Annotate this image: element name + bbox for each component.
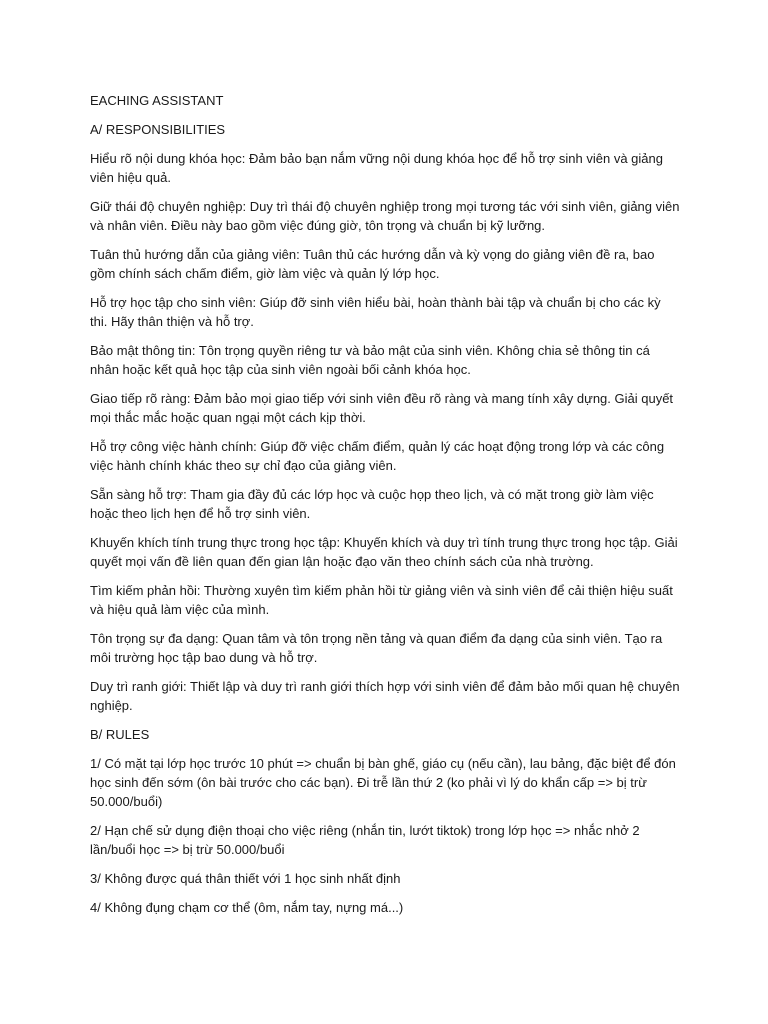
rule-paragraph: 2/ Hạn chế sử dụng điện thoại cho việc riêng (nhắn tin, lướt tiktok) trong lớp học => nhắc nhở 2 lần/buổi học => bị trừ 50.000/buổi (90, 823, 640, 857)
rule-paragraph: 4/ Không đụng chạm cơ thể (ôm, nắm tay, nựng má...) (90, 900, 404, 915)
responsibility-paragraph: Sẵn sàng hỗ trợ: Tham gia đầy đủ các lớp học và cuộc họp theo lịch, và có mặt trong giờ làm việc hoặc theo lịch hẹn để hỗ trợ sinh viên. (90, 487, 654, 521)
responsibility-paragraph: Tuân thủ hướng dẫn của giảng viên: Tuân thủ các hướng dẫn và kỳ vọng do giảng viên đề ra, bao gồm chính sách chấm điểm, giờ làm việc và quản lý lớp học. (90, 247, 655, 281)
responsibility-paragraph: Hỗ trợ công việc hành chính: Giúp đỡ việc chấm điểm, quản lý các hoạt động trong lớp và các công việc hành chính khác theo sự chỉ đạo của giảng viên. (90, 439, 665, 473)
responsibility-paragraph: Tìm kiếm phản hồi: Thường xuyên tìm kiếm phản hồi từ giảng viên và sinh viên để cải thiện hiệu suất và hiệu quả làm việc của mình. (90, 583, 673, 617)
document-page (90, 91, 680, 927)
responsibility-paragraph: Tôn trọng sự đa dạng: Quan tâm và tôn trọng nền tảng và quan điểm đa dạng của sinh viên. Tạo ra môi trường học tập bao dung và hỗ trợ. (90, 631, 663, 665)
section-a-heading: A/ RESPONSIBILITIES (90, 122, 226, 137)
responsibility-paragraph: Hỗ trợ học tập cho sinh viên: Giúp đỡ sinh viên hiểu bài, hoàn thành bài tập và chuẩn bị cho các kỳ thi. Hãy thân thiện và hỗ trợ. (90, 295, 661, 329)
responsibility-paragraph: Giao tiếp rõ ràng: Đảm bảo mọi giao tiếp với sinh viên đều rõ ràng và mang tính xây dựng. Giải quyết mọi thắc mắc hoặc quan ngại một cách kịp thời. (90, 391, 674, 425)
responsibility-paragraph: Khuyến khích tính trung thực trong học tập: Khuyến khích và duy trì tính trung thực trong học tập. Giải quyết mọi vấn đề liên quan đến gian lận hoặc đạo văn theo chính sách của nhà trường. (90, 535, 678, 569)
rule-paragraph: 1/ Có mặt tại lớp học trước 10 phút => chuẩn bị bàn ghế, giáo cụ (nếu cần), lau bảng, đặc biệt để đón học sinh đến sớm (ôn bài trước cho các bạn). Đi trễ lần thứ 2 (ko phải vì lý do khẩn cấp => bị trừ 50.000/buổi) (90, 756, 676, 809)
rule-paragraph: 3/ Không được quá thân thiết với 1 học sinh nhất định (90, 871, 401, 886)
document-title: EACHING ASSISTANT (90, 93, 224, 108)
responsibility-paragraph: Bảo mật thông tin: Tôn trọng quyền riêng tư và bảo mật của sinh viên. Không chia sẻ thông tin cá nhân hoặc kết quả học tập của sinh viên ngoài bối cảnh khóa học. (90, 343, 650, 377)
section-b-heading: B/ RULES (90, 727, 150, 742)
responsibility-paragraph: Giữ thái độ chuyên nghiệp: Duy trì thái độ chuyên nghiệp trong mọi tương tác với sinh viên, giảng viên và nhân viên. Điều này bao gồm việc đúng giờ, tôn trọng và chuẩn bị kỹ lưỡng. (90, 199, 680, 233)
responsibility-paragraph: Duy trì ranh giới: Thiết lập và duy trì ranh giới thích hợp với sinh viên để đảm bảo mối quan hệ chuyên nghiệp. (90, 679, 680, 713)
responsibility-paragraph: Hiểu rõ nội dung khóa học: Đảm bảo bạn nắm vững nội dung khóa học để hỗ trợ sinh viên và giảng viên hiệu quả. (90, 151, 663, 185)
